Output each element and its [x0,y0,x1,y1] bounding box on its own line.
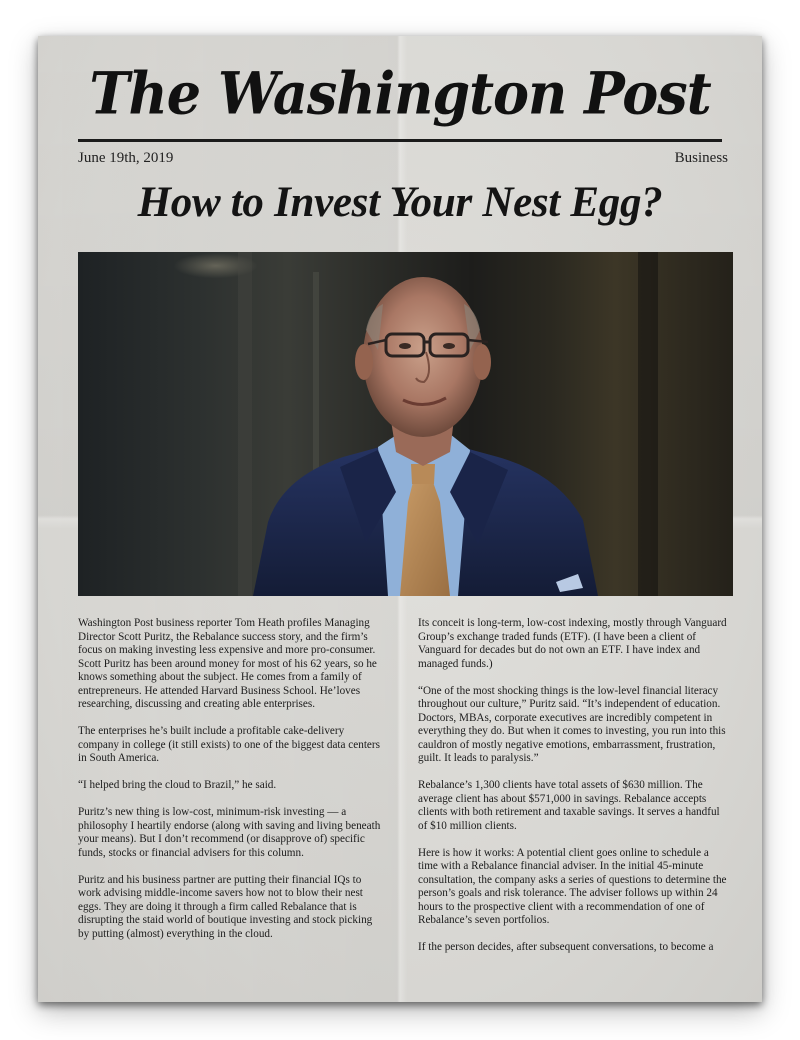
article-column-left [78,617,386,955]
paragraph: If the person decides, after subsequent conversations, to become a [418,941,714,953]
masthead-rule [78,139,722,142]
paragraph: Washington Post business reporter Tom Heath profiles Managing Director Scott Puritz, the Rebalance success story, and the firm’s focus on making investing less expensive and more pro-consumer. [78,617,376,656]
paragraph: Puritz’s new thing is low-cost, minimum-risk investing — a philosophy I heartily endorse (along with saving and living beneath your means). But I don’t recommend (or disapprove of) specific funds, stocks or financial advisers for this column. [78,806,381,859]
portrait-illustration [78,252,733,596]
paragraph: Rebalance’s 1,300 clients have total assets of $630 million. The average client has about $571,000 in savings. Rebalance accepts clients with both retirement and taxable savings. It serves a handful of $10 million clients. [418,779,720,832]
section-label: Business [674,150,728,166]
masthead: The Washington Post [89,58,711,128]
paragraph: “One of the most shocking things is the low-level financial literacy throughout our culture,” Puritz said. “It’s independent of education. Doctors, MBAs, corporate executives are incredibly competent in everything they do. But when it comes to investing, you run into this cauldron of mostly negative emotions, embarrassment, frustration, guilt. It leads to paralysis.” [418,684,726,764]
paragraph: Here is how it works: A potential client goes online to schedule a time with a Rebalance financial adviser. In the initial 45-minute consultation, the company asks a series of questions to determine the person’s goals and risk tolerance. The adviser follows up within 24 hours to the prospective client with a recommendation of one of Rebalance’s seven portfolios. [418,846,727,926]
article-column-right [418,617,730,968]
date: June 19th, 2019 [78,150,174,166]
paragraph: Scott Puritz has been around money for most of his 62 years, so he knows something about the subject. He comes from a family of entrepreneurs. He attended Harvard Business School. He’loves researching, discussing and creating able enterprises. [78,657,377,710]
paragraph: The enterprises he’s built include a profitable cake-delivery company in college (it still exists) to one of the biggest data centers in South America. [78,725,380,764]
portrait-photo [78,252,733,596]
paragraph: Puritz and his business partner are putting their financial IQs to work advising middle-income savers how not to blow their nest eggs. They are doing it through a firm called Rebalance that is disrupting the staid world of boutique investing and stock picking by putting (almost) everything in the cloud. [78,873,373,940]
paragraph: “I helped bring the cloud to Brazil,” he said. [78,779,277,791]
headline: How to Invest Your Nest Egg? [137,179,663,226]
newspaper-page [38,36,762,1002]
paragraph: Its conceit is long-term, low-cost indexing, mostly through Vanguard Group’s exchange traded funds (ETF). (I have been a client of Vanguard for decades but do not own an ETF. I have index and managed funds.) [418,617,727,670]
